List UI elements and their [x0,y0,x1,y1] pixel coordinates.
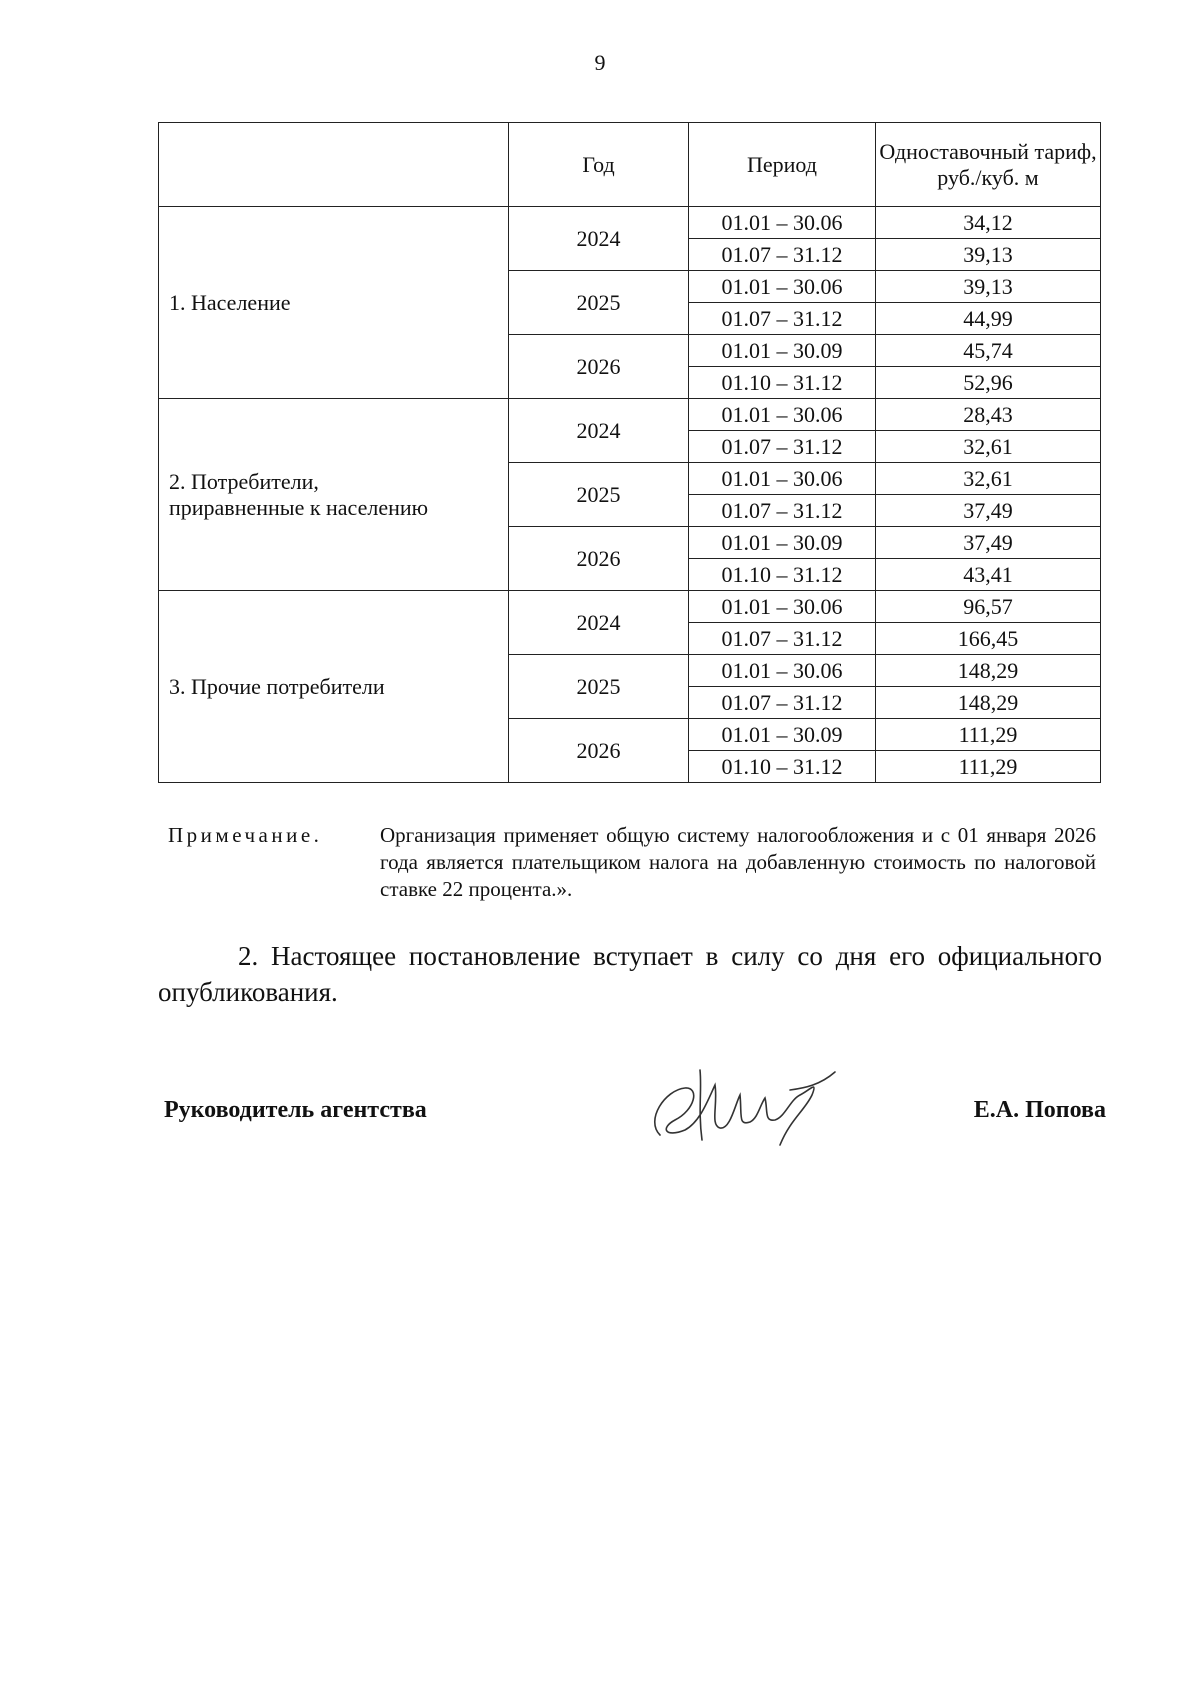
page-number: 9 [594,50,606,75]
year-cell: 2026 [509,527,689,591]
period-cell: 01.01 – 30.06 [689,591,876,623]
period-cell: 01.07 – 31.12 [689,687,876,719]
tariff-cell: 32,61 [876,463,1101,495]
tariff-cell: 39,13 [876,239,1101,271]
period-cell: 01.01 – 30.06 [689,463,876,495]
period-cell: 01.01 – 30.09 [689,335,876,367]
tariff-cell: 37,49 [876,495,1101,527]
period-cell: 01.01 – 30.09 [689,527,876,559]
note [168,822,1096,903]
tariff-cell: 44,99 [876,303,1101,335]
tariff-cell: 96,57 [876,591,1101,623]
period-cell: 01.10 – 31.12 [689,559,876,591]
period-cell: 01.10 – 31.12 [689,367,876,399]
period-cell: 01.01 – 30.06 [689,207,876,239]
period-cell: 01.01 – 30.06 [689,399,876,431]
consumer-group-cell: 1. Население [159,207,509,399]
year-cell: 2026 [509,335,689,399]
year-cell: 2024 [509,399,689,463]
tariff-cell: 148,29 [876,655,1101,687]
table-header-row [159,123,1101,207]
period-cell: 01.01 – 30.06 [689,271,876,303]
tariff-cell: 37,49 [876,527,1101,559]
header-year: Год [509,123,689,207]
year-cell: 2024 [509,207,689,271]
tariff-cell: 28,43 [876,399,1101,431]
tariff-cell: 32,61 [876,431,1101,463]
period-cell: 01.07 – 31.12 [689,495,876,527]
period-cell: 01.01 – 30.06 [689,655,876,687]
year-cell: 2026 [509,719,689,783]
note-text: Организация применяет общую систему налогообложения и с 01 января 2026 года является плательщиком налога на добавленную стоимость по налоговой ставке 22 процента.». [380,823,1096,901]
tariff-cell: 34,12 [876,207,1101,239]
period-cell: 01.07 – 31.12 [689,623,876,655]
tariff-cell: 43,41 [876,559,1101,591]
tariff-cell: 39,13 [876,271,1101,303]
handwritten-signature [640,1060,840,1150]
year-cell: 2025 [509,271,689,335]
tariff-cell: 166,45 [876,623,1101,655]
tariff-cell: 111,29 [876,751,1101,783]
year-cell: 2024 [509,591,689,655]
header-category [159,123,509,207]
tariff-cell: 52,96 [876,367,1101,399]
effective-date-paragraph: 2. Настоящее постановление вступает в силу со дня его официального опубликования. [158,941,1102,1007]
tariff-cell: 111,29 [876,719,1101,751]
table-row [159,591,1101,623]
tariff-table [158,122,1101,783]
period-cell: 01.10 – 31.12 [689,751,876,783]
period-cell: 01.07 – 31.12 [689,431,876,463]
period-cell: 01.01 – 30.09 [689,719,876,751]
year-cell: 2025 [509,655,689,719]
signer-name: Е.А. Попова [973,1097,1106,1123]
tariff-cell: 45,74 [876,335,1101,367]
year-cell: 2025 [509,463,689,527]
tariff-cell: 148,29 [876,687,1101,719]
consumer-group-cell: 3. Прочие потребители [159,591,509,783]
signer-title: Руководитель агентства [164,1097,427,1123]
period-cell: 01.07 – 31.12 [689,239,876,271]
table-row [159,207,1101,239]
note-label: Примечание. [168,823,323,847]
table-row [159,399,1101,431]
consumer-group-cell: 2. Потребители, приравненные к населению [159,399,509,591]
tariff-table-body [159,207,1101,783]
period-cell: 01.07 – 31.12 [689,303,876,335]
header-period: Период [689,123,876,207]
header-tariff: Одноставочный тариф, руб./куб. м [876,123,1101,207]
